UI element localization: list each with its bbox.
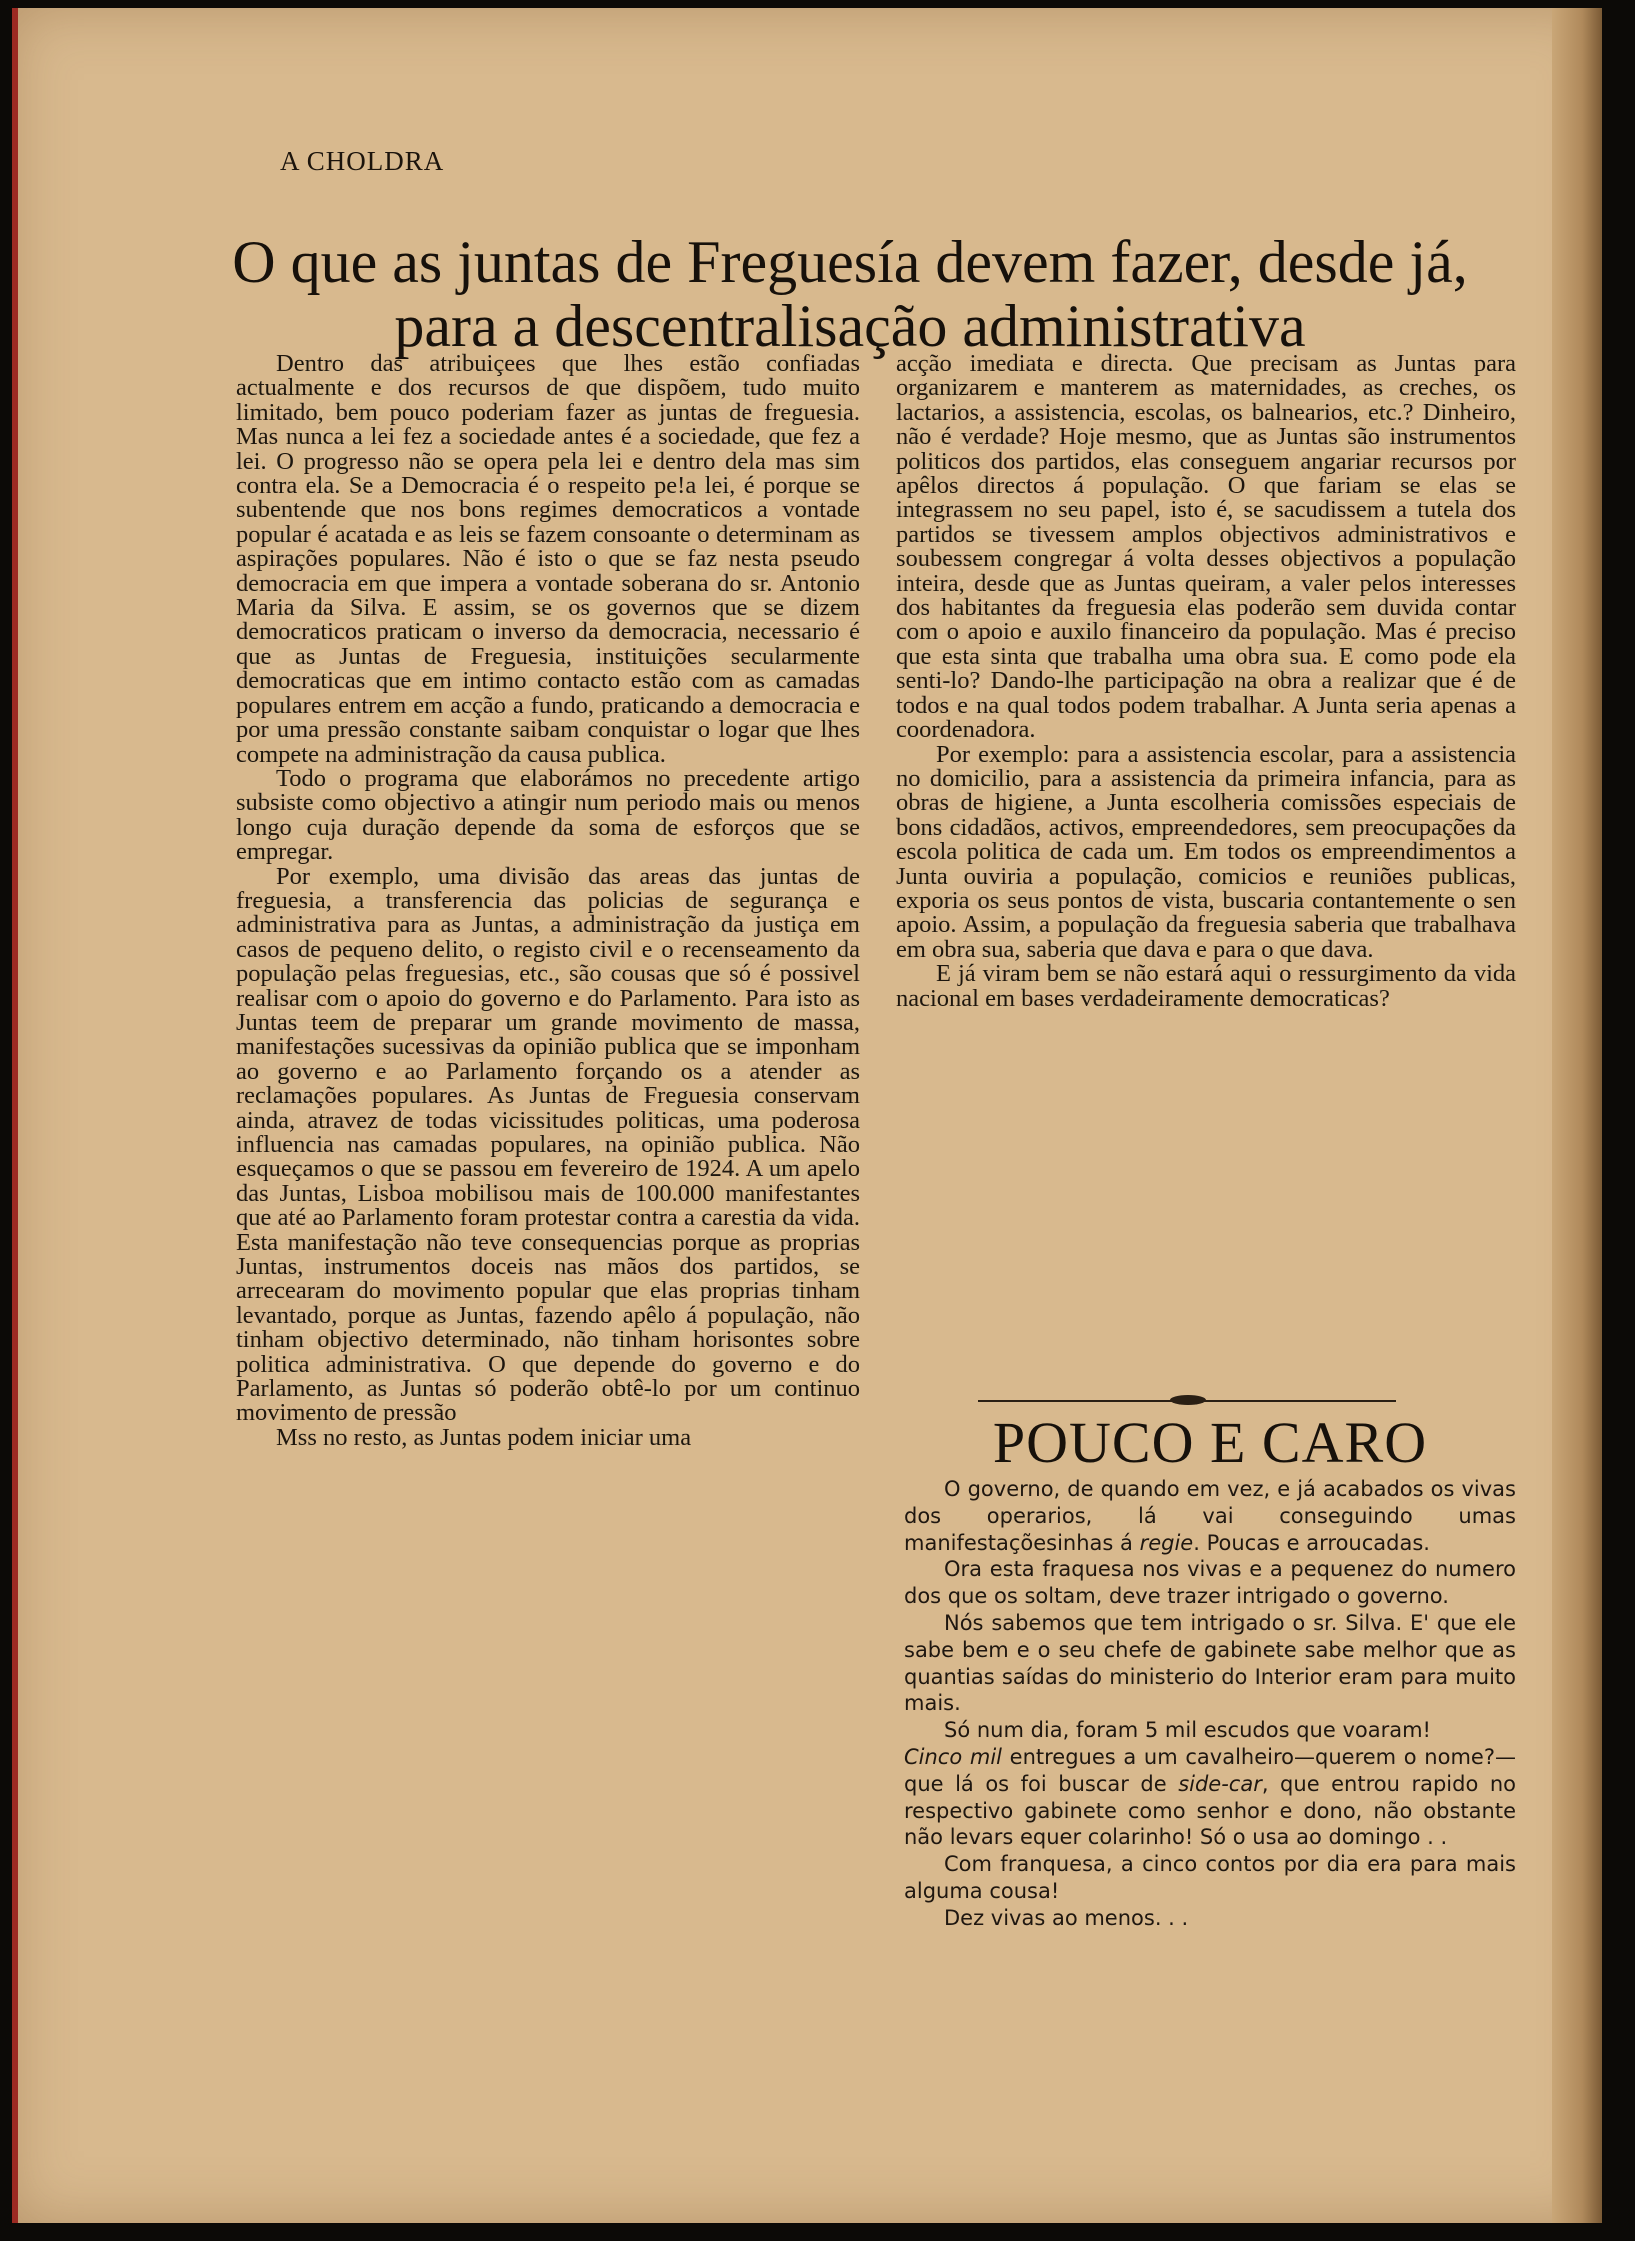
red-binding-edge bbox=[12, 8, 18, 2223]
next-page-edge bbox=[1552, 8, 1602, 2223]
article-paragraph: acção imediata e directa. Que precisam as Juntas para organizarem e manterem as maternidades, as creches, os lactarios, a assistencia, escolas, os balnearios, etc.? Dinheiro, não é verdade? Hoje mesmo, que as Juntas são instrumentos politicos dos partidos, elas conseguem angariar recursos por apêlos directos á população. O que fariam se elas se integrassem no seu papel, isto é, se sacudissem a tutela dos partidos se tivessem amplos objectivos administrativos e soubessem congregar á volta desses objectivos a população inteira, desde que as Juntas queiram, a valer pelos interesses dos habitantes da freguesia elas poderão sem duvida contar com o apoio e auxilo financeiro da população. Mas é preciso que esta sinta que trabalha uma obra sua. E como pode ela senti-lo? Dando-lhe participação na obra a realizar que é de todos e na qual todos podem trabalhar. A Junta seria apenas a coordenadora. bbox=[896, 350, 1516, 744]
section-paragraph bbox=[904, 1476, 1516, 1556]
section-paragraph: Só num dia, foram 5 mil escudos que voaram! bbox=[944, 1718, 1431, 1743]
section-paragraph: Ora esta fraquesa nos vivas e a pequenez do numero dos que os soltam, deve trazer intrigado o governo. bbox=[904, 1557, 1516, 1609]
article-right-column bbox=[896, 352, 1516, 1011]
section-paragraph: Dez vivas ao menos. . . bbox=[944, 1905, 1189, 1930]
divider-ornament bbox=[1170, 1395, 1206, 1405]
section-text: O governo, de quando em vez, e já acabados os vivas dos operarios, lá vai conseguindo umas manifestaçõesinhas á bbox=[904, 1477, 1516, 1555]
headline-line-2: para a descentralisação administrativa bbox=[394, 293, 1306, 360]
section-body bbox=[904, 1476, 1516, 1932]
section-title: POUCO E CARO bbox=[992, 1410, 1428, 1475]
article-left-column bbox=[236, 352, 860, 1450]
section-emphasis: side-car bbox=[1178, 1771, 1262, 1796]
section-emphasis: regie bbox=[1139, 1530, 1194, 1555]
section-text: . Poucas e arroucadas. bbox=[1193, 1530, 1430, 1555]
section-paragraph: Com franquesa, a cinco contos por dia era para mais alguma cousa! bbox=[904, 1852, 1516, 1903]
section-text: , que entrou rapido no respectivo gabinete como senhor e dono, não obstante não levars equer colarinho! Só o usa ao domingo . . bbox=[904, 1771, 1516, 1850]
section-paragraph bbox=[904, 1744, 1516, 1851]
article-paragraph: Dentro das atribuiçees que lhes estão confiadas actualmente e dos recursos de que dispõem, tudo muito limitado, bem pouco poderiam fazer as juntas de freguesia. Mas nunca a lei fez a sociedade antes é a sociedade, que fez a lei. O progresso não se opera pela lei e dentro dela mas sim contra ela. Se a Democracia é o respeito pe!a lei, é porque se subentende que nos bons regimes democraticos a vontade popular é acatada e as leis se fazem consoante o determinam as aspirações populares. Não é isto o que se faz nesta pseudo democracia em que impera a vontade soberana do sr. Antonio Maria da Silva. E assim, se os governos que se dizem democraticos praticam o inverso da democracia, necessario é que as Juntas de Freguesia, instituições secularmente democraticas que em intimo contacto estão com as camadas populares entrem em acção a fundo, praticando a democracia e por uma pressão constante saibam conquistar o logar que lhes compete na administração da causa publica. bbox=[236, 350, 860, 768]
article-paragraph: E já viram bem se não estará aqui o ressurgimento da vida nacional em bases verdadeiramente democraticas? bbox=[896, 960, 1516, 1012]
running-head: A CHOLDRA bbox=[280, 146, 445, 176]
section-paragraph: Nós sabemos que tem intrigado o sr. Silva. E' que ele sabe bem e o seu chefe de gabinete sabe melhor que as quantias saídas do ministerio do Interior eram para muito mais. bbox=[904, 1610, 1516, 1716]
article-paragraph: Mss no resto, as Juntas podem iniciar uma bbox=[276, 1423, 692, 1451]
section-emphasis: Cinco mil bbox=[904, 1744, 1002, 1769]
section-text: entregues a um cavalheiro—querem o nome?—que lá os foi buscar de bbox=[904, 1744, 1516, 1796]
article-paragraph: Por exemplo, uma divisão das areas das juntas de freguesia, a transferencia das policias de segurança e administrativa para as Juntas, a administração da justiça em casos de pequeno delito, o registo civil e o recenseamento da população pelas freguesias, etc., são cousas que só é possivel realisar com o apoio do governo e do Parlamento. Para isto as Juntas teem de preparar um grande movimento de massa, manifestações sucessivas da opinião publica que se imponham ao governo e ao Parlamento forçando os a atender as reclamações populares. As Juntas de Freguesia conservam ainda, atravez de todas vicissitudes politicas, uma poderosa influencia nas camadas populares, na opinião publica. Não esqueçamos o que se passou em fevereiro de 1924. A um apelo das Juntas, Lisboa mobilisou mais de 100.000 manifestantes que até ao Parlamento foram protestar contra a carestia da vida. Esta manifestação não teve consequencias porque as proprias Juntas, instrumentos doceis nas mãos dos partidos, se arrecearam do movimento popular que elas proprias tinham levantado, porque as Juntas, fazendo apêlo á população, não tinham objectivo determinado, não tinham horisontes sobre politica administrativa. O que depende do governo e do Parlamento, as Juntas só poderão obtê-lo por um continuo movimento de pressão bbox=[236, 862, 860, 1427]
article-paragraph: Todo o programa que elaborámos no precedente artigo subsiste como objectivo a atingir num periodo mais ou menos longo cuja duração depende da soma de esforços que se empregar. bbox=[236, 764, 860, 866]
article-paragraph: Por exemplo: para a assistencia escolar, para a assistencia no domicilio, para a assistencia da primeira infancia, para as obras de higiene, a Junta escolheria comissões especiais de bons cidadãos, activos, empreendedores, sem preocupações da escola politica de cada um. Em todos os empreendimentos a Junta ouviria a população, comicios e reuniões publicas, exporia os seus pontos de vista, buscaria contantemente o sen apoio. Assim, a população da freguesia saberia que trabalhava em obra sua, saberia que dava e para o que dava. bbox=[896, 740, 1516, 963]
article-headline bbox=[200, 230, 1500, 358]
headline-line-1: O que as juntas de Freguesía devem fazer, desde já, bbox=[232, 229, 1468, 296]
